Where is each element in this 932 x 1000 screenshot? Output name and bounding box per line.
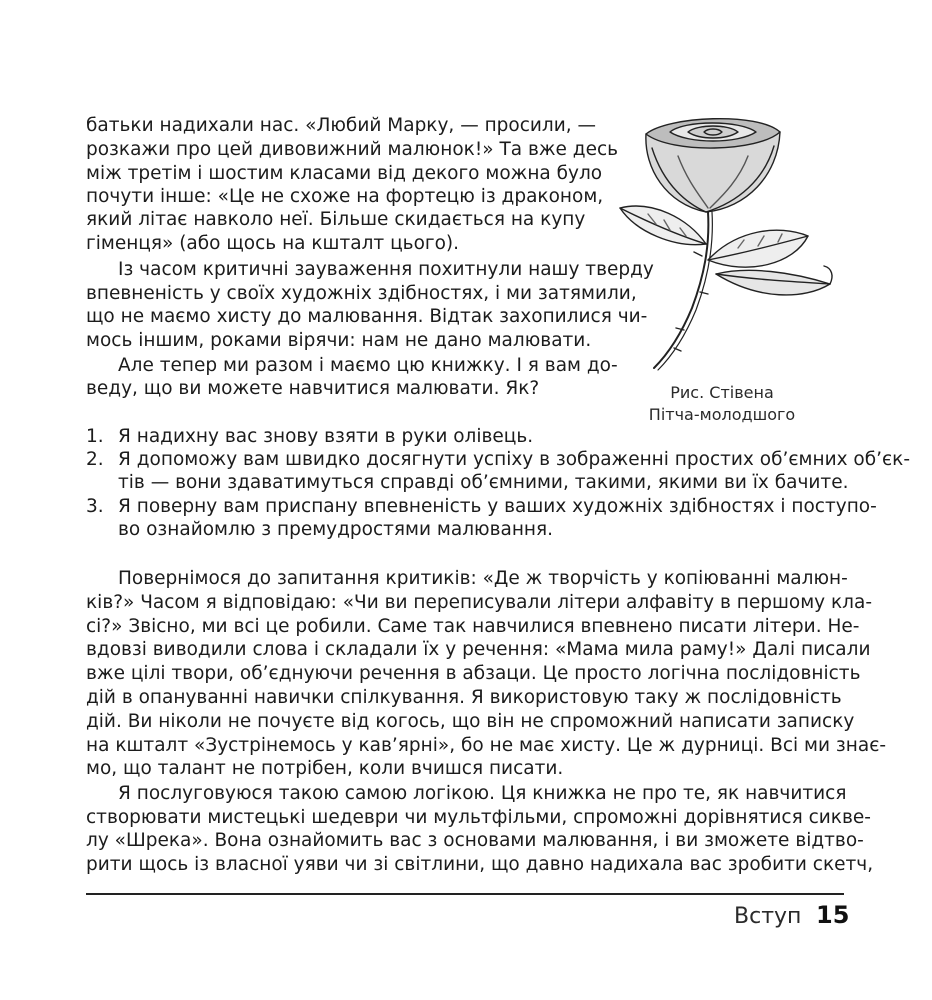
body-line: Повернімося до запитання критиків: «Де ж творчість у копіюванні малюн- xyxy=(118,568,848,589)
paragraph-line: який літає навколо неї. Більше скидається на купу xyxy=(86,209,586,230)
body-line: вже цілі твори, об’єднуючи речення в абзаци. Це просто логічна послідовність xyxy=(86,663,861,684)
list-item-line: Я надихну вас знову взяти в руки олівець. xyxy=(118,426,534,447)
paragraph-line: розкажи про цей дивовижний малюнок!» Та вже десь xyxy=(86,139,619,160)
list-number: 3. xyxy=(86,496,104,517)
body-line: дій в опануванні навички спілкування. Я використовую таку ж послідовність xyxy=(86,687,842,708)
paragraph-line: впевненість у своїх художніх здібностях, і ми затямили, xyxy=(86,283,637,304)
list-number: 1. xyxy=(86,426,104,447)
list-item-line: тів — вони здаватимуться справді об’ємними, такими, якими ви їх бачите. xyxy=(118,472,849,493)
body-line: сі?» Звісно, ми всі це робили. Саме так навчилися впевнено писати літери. Не- xyxy=(86,616,860,637)
paragraph-line: гіменця» (або щось на кшталт цього). xyxy=(86,233,460,254)
list-item-line: Я поверну вам приспану впевненість у ваших художніх здібностях і поступо- xyxy=(118,496,877,517)
body-line: Я послуговуюся такою самою логікою. Ця книжка не про те, як навчитися xyxy=(118,783,847,804)
body-line: вдовзі виводили слова і складали їх у речення: «Мама мила раму!» Далі писали xyxy=(86,639,871,660)
paragraph-line: Із часом критичні зауваження похитнули нашу тверду xyxy=(118,259,654,280)
body-line: лу «Шрека». Вона ознайомить вас з основами малювання, і ви зможете відтво- xyxy=(86,830,864,851)
paragraph-line: між третім і шостим класами від декого можна було xyxy=(86,163,603,184)
body-line: рити щось із власної уяви чи зі світлини, що давно надихала вас зробити скетч, xyxy=(86,854,874,875)
page-number: 15 xyxy=(816,901,850,929)
list-number: 2. xyxy=(86,449,104,470)
paragraph-line: веду, що ви можете навчитися малювати. Як? xyxy=(86,378,540,399)
figure-caption-line: Рис. Стівена xyxy=(670,383,774,402)
paragraph-line: почути інше: «Це не схоже на фортецю із драконом, xyxy=(86,186,604,207)
body-line: ків?» Часом я відповідаю: «Чи ви переписували літери алфавіту в першому кла- xyxy=(86,592,872,613)
list-item-line: во ознайомлю з премудростями малювання. xyxy=(118,519,554,540)
figure-caption-line: Пітча-молодшого xyxy=(648,405,796,424)
paragraph-line: що не маємо хисту до малювання. Відтак захопилися чи- xyxy=(86,306,648,327)
body-line: мо, що талант не потрібен, коли вчишся писати. xyxy=(86,758,564,779)
footer-divider xyxy=(86,893,844,895)
body-line: дій. Ви ніколи не почуєте від когось, що він не спроможний написати записку xyxy=(86,711,855,732)
section-name: Вступ xyxy=(734,904,802,929)
paragraph-line: Але тепер ми разом і маємо цю книжку. І я вам до- xyxy=(118,355,618,376)
paragraph-line: мось іншим, роками вірячи: нам не дано малювати. xyxy=(86,330,592,351)
paragraph-line: батьки надихали нас. «Любий Марку, — просили, — xyxy=(86,115,597,136)
body-line: на кшталт «Зустрінемось у кав’ярні», бо не має хисту. Це ж дурниці. Всі ми знає- xyxy=(86,735,887,756)
list-item-line: Я допоможу вам швидко досягнути успіху в зображенні простих об’ємних об’єк- xyxy=(118,449,911,470)
rose-drawing-icon xyxy=(608,96,838,376)
body-line: створювати мистецькі шедеври чи мультфільми, спроможні дорівнятися сикве- xyxy=(86,807,871,828)
